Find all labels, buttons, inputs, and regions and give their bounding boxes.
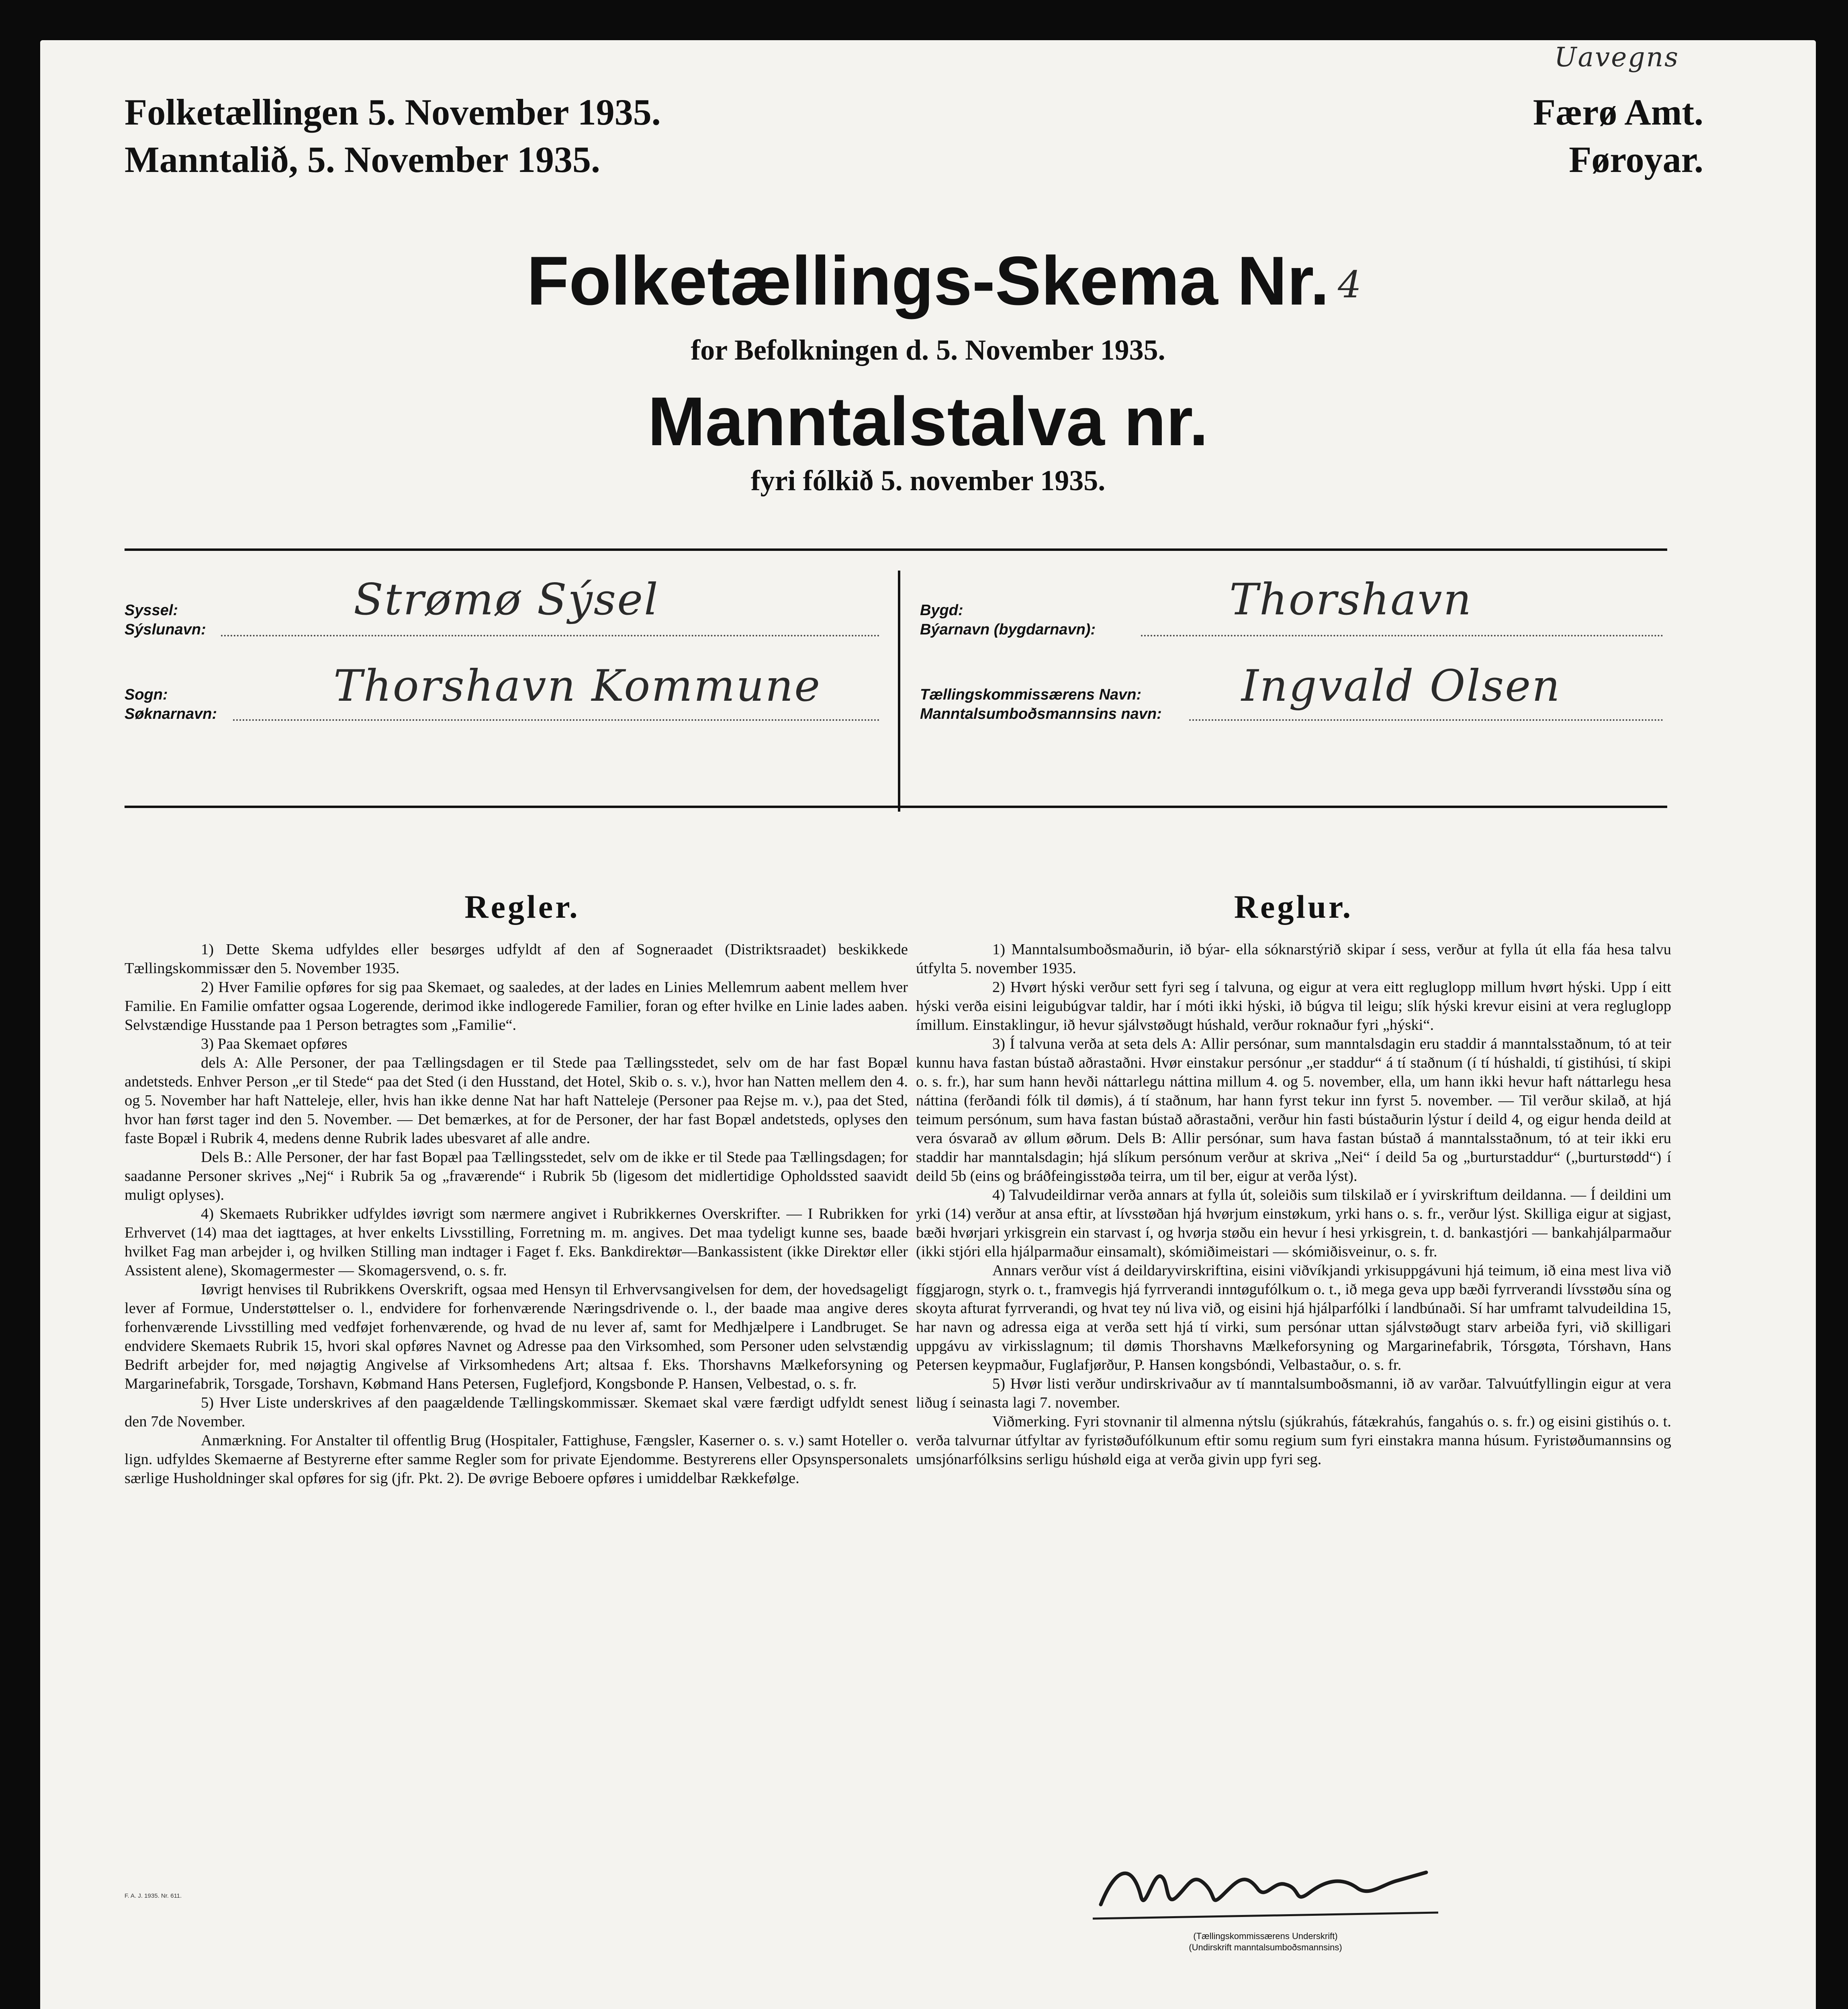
header-amt-fo: Føroyar.	[1569, 139, 1703, 180]
regler-paragraph: 5) Hver Liste underskrives af den paagældende Tællingskommissær. Skemaet skal være færdigt udfyldt senest den 7de November.	[125, 1394, 908, 1430]
kommissaer-value: Ingvald Olsen	[1241, 661, 1561, 711]
skema-number: 4	[1338, 263, 1363, 306]
bygd-label-fo: Býarnavn (bygdarnavn):	[920, 621, 1096, 638]
reglur-paragraph: 4) Talvudeildirnar verða annars at fylla út, soleiðis sum tilskilað er í yvirskriftum deildanna. — Í deildini um yrki (14) verður at ansa eftir, at lívsstøðan hjá hvørjum einstøkum, yrki hans o. s. fr., verður lýst. Skilliga eigur at sigjast, bæði hvørjari yrkisgrein ein starvast í, og hvørja støðu ein hevur í hesi yrkisgrein, t. d. bankastjóri — bankahjálparmaður (ikki stjóri ella hjálparmaður einsamalt), skómiðimeistari — skómiðisveinur, o. s. fr.	[916, 1187, 1671, 1260]
reglur-paragraph: Annars verður víst á deildaryvirskriftina, eisini viðvíkjandi yrkisuppgávuni hjá teimum, ið eina mest liva við fíggjarogn, styrk o. t., framvegis hjá fyrrverandi inntøgufólkum o. t., ið mega geva upp bæði fyrrverandi lívsstøðu sína og skoyta afturat fyrrverandi, og hvat tey nú liva við, og eisini hjá hjálparfólki í landbúnaði. Sí har umframt talvudeildina 15, har navn og adressa eiga at verða sett hjá tí virki, sum persónar uttan sjálvstøðugt starv arbeiða fyri, við skilligari uppgávu av virkisslagnum; til dømis Thorshavns Mælkeforsyning og Margarinefabrik, Tórsgøta, Tórshavn, Hans Petersen keypmaður, Fuglafjørður, P. Hansen kongsbóndi, Velbastaður, o. s. fr.	[916, 1262, 1671, 1373]
reglur-title: Reglur.	[1234, 888, 1353, 925]
reglur-paragraph: 1) Manntalsumboðsmaðurin, ið býar- ella sóknarstýrið skipar í sess, verður at fylla út ella fáa hesa talvu útfylta 5. november 1935.	[916, 941, 1671, 977]
sogn-label-fo: Søknarnavn:	[125, 706, 217, 722]
regler-body	[125, 940, 908, 1488]
top-divider	[125, 548, 1667, 551]
regler-paragraph: Anmærkning. For Anstalter til offentlig Brug (Hospitaler, Fattighuse, Fængsler, Kaserner o. s. v.) samt Hoteller o. lign. udfyldes Skemaerne af Bestyrerne efter samme Regler som for private Ejendomme. Bestyrerens eller Opsynspersonalets særlige Husholdninger skal opføres for sig (jfr. Pkt. 2). De øvrige Beboere opføres i umiddelbar Rækkefølge.	[125, 1432, 908, 1487]
form-subtitle-fo: fyri fólkið 5. november 1935.	[750, 464, 1106, 497]
bygd-label-da: Bygd:	[920, 602, 963, 619]
sogn-label	[125, 685, 217, 724]
kommissaer-dotted-line	[1189, 719, 1663, 721]
bygd-label	[920, 601, 1096, 639]
bygd-dotted-line	[1141, 635, 1663, 636]
reglur-paragraph: 2) Hvørt hýski verður sett fyri seg í talvuna, og eigur at vera eitt regluglopp millum hvørt hýski. Upp í eitt hýski verða eisini leigubúgvar taldir, har í móti ikki hýski, ið búgva til leigu; slík hýski krevur eisini at vera regluglopp ímillum. Einstaklingur, ið hevur sjálvstøðugt húshald, verður roknaður fyri „hýski“.	[916, 979, 1671, 1033]
syssel-dotted-line	[221, 635, 880, 636]
regler-paragraph: 4) Skemaets Rubrikker udfyldes iøvrigt som nærmere angivet i Rubrikkernes Overskrifter. — I Rubrikken for Erhvervet (14) maa det iagttages, at hver enkelts Livsstilling, Forretning m. m. angives. Det maa tydeligt kunne ses, baade hvilket Fag man arbejder i, og hvilken Stilling man indtager i Faget f. Eks. Bankdirektør—Bankassistent (ikke Direktør eller Assistent alene), Skomagermester — Skomagersvend, o. s. fr.	[125, 1205, 908, 1279]
reglur-paragraph: Viðmerking. Fyri stovnanir til almenna nýtslu (sjúkrahús, fátækrahús, fangahús o. s. fr.) og eisini gistihús o. t. verða talvurnar útfyltar av fyristøðufólkunum eftir somu regium sum fyri einstakra manna húsum. Fyristøðumannsins og umsjónarfólksins serligu húshøld eiga at verða givin upp fyri seg.	[916, 1413, 1671, 1468]
form-subtitle-da: for Befolkningen d. 5. November 1935.	[691, 334, 1165, 366]
regler-paragraph: 1) Dette Skema udfyldes eller besørges udfyldt af den af Sogneraadet (Distriktsraadet) beskikkede Tællingskommissær den 5. November 1935.	[125, 941, 908, 977]
census-form-sheet	[40, 40, 1816, 2009]
bygd-value: Thorshavn	[1229, 575, 1473, 625]
fields-vertical-divider	[898, 571, 900, 812]
printer-mark: F. A. J. 1935. Nr. 611.	[125, 1892, 182, 1899]
regler-paragraph: 3) Paa Skemaet opføres	[201, 1035, 348, 1052]
kommissaer-label-da: Tællingskommissærens Navn:	[920, 686, 1142, 703]
sogn-value: Thorshavn Kommune	[333, 661, 822, 711]
regler-paragraph: dels A: Alle Personer, der paa Tællingsdagen er til Stede paa Tællingsstedet, selv om de har fast Bopæl andetsteds. Enhver Person „er til Stede“ paa det Sted (i den Husstand, det Hotel, Skib o. s. v.), hvor han Natten mellem den 4. og 5. November har haft Natteleje, eller, hvis han ikke denne Nat har haft Natteleje (Personer paa Rejse m. v.), paa det Sted, hvor han først tager ind den 5. November. — Det bemærkes, at for de Personer, der har fast Bopæl andetsteds, oplyses den faste Bopæl i Rubrik 4, medens denne Rubrik lades ubesvaret af alle andre.	[125, 1054, 908, 1147]
signature-block	[1085, 1848, 1446, 1953]
regler-paragraph: Iøvrigt henvises til Rubrikkens Overskrift, ogsaa med Hensyn til Erhvervsangivelsen for dem, der hovedsageligt lever af Formue, Understøttelser o. l., endvidere for forhenværende Næringsdrivende o. l., der baade maa angive deres forhenværende Livsstilling med vedføjet forhenværende, og hvad de nu lever af, samt for Medhjælpere i Landbruget. Se endvidere Skemaets Rubrik 15, hvori skal opføres Navnet og Adresse paa den Virksomhed, som Personer uden selvstændig Bedrift arbejder for, med nøjagtig Angivelse af Virksomhedens Art; altsaa f. Eks. Thorshavns Mælkeforsyning og Margarinefabrik, Torsgade, Torshavn, Købmand Hans Petersen, Fuglefjord, Kongsbonde P. Hansen, Velbestad, o. s. fr.	[125, 1281, 908, 1392]
sogn-dotted-line	[233, 719, 880, 721]
regler-paragraph: Dels B.: Alle Personer, der har fast Bopæl paa Tællingsstedet, selv om de ikke er til Stede paa Tællingsdagen; for saadanne Personer skrives „Nej“ i Rubrik 5a og „fraværende“ i Rubrik 5b (ligesom det midlertidige Opholdssted saavidt muligt oplyses).	[125, 1149, 908, 1203]
header-title-fo: Manntalið, 5. November 1935.	[125, 139, 601, 180]
regler-title: Regler.	[464, 888, 580, 925]
header-amt-da: Færø Amt.	[1533, 92, 1703, 133]
kommissaer-label-fo: Manntalsumboðsmannsins navn:	[920, 706, 1162, 722]
signature-scribble	[1085, 1848, 1446, 1929]
syssel-label-da: Syssel:	[125, 602, 178, 619]
sogn-label-da: Sogn:	[125, 686, 168, 703]
regler-paragraph: 2) Hver Familie opføres for sig paa Skemaet, og saaledes, at der lades en Linies Mellemrum aabent mellem hver Familie. En Familie omfatter ogsaa Logerende, derimod ikke indlogerede Familier, foran og efter hvilke en Linie lades aaben. Selvstændige Husstande paa 1 Person betragtes som „Familie“.	[125, 979, 908, 1033]
signature-label-fo: (Undirskrift manntalsumboðsmannsins)	[1189, 1942, 1342, 1952]
header-title-da: Folketællingen 5. November 1935.	[125, 92, 661, 133]
syssel-label-fo: Sýslunavn:	[125, 621, 206, 638]
kommissaer-label	[920, 685, 1162, 724]
reglur-paragraph: 3) Í talvuna verða at seta dels A: Allir persónar, sum manntalsdagin eru staddir á manntalsstaðnum, tó at teir kunnu hava fastan bústað aðrastaðni. Hvør einstakur persónur „er staddur“ á tí staðnum (í tí húshaldi, tí gistihúsi, tí skipi o. s. fr.), har sum hann hevði náttarlegu náttina millum 4. og 5. november, ella, um hann ikki hevur haft náttarlegu hesa náttina (ferðandi fólk til dømis), á tí staðnum, har hann fyrst tekur inn fyrst 5. november. — Til verður skilað, at hjá teimum persónum, sum hava fastan bústað aðrastaðni, verður hin fasti bústaðurin lýstur í deild 4, og eigur henda deild at vera ósvarað av øllum øðrum. Dels B: Allir persónar, sum hava fastan bústað á manntalsstaðnum, tó at teir ikki eru staddir har manntalsdagin; hjá slíkum persónum verður at skriva „Nei“ í deild 5a og „burturstaddur“ („burturstødd“) í deild 5b (eins og bráðfeingisstøða teirra, um til ber, eigur at verða lýst).	[916, 1035, 1671, 1185]
syssel-label	[125, 601, 206, 639]
header-right	[1533, 88, 1703, 183]
reglur-paragraph: 5) Hvør listi verður undirskrivaður av tí manntalsumboðsmanni, ið av varðar. Talvuútfyllingin eigur at vera liðug í seinasta lagi 7. november.	[916, 1375, 1671, 1411]
syssel-value: Strømø Sýsel	[354, 575, 659, 625]
reglur-body	[916, 940, 1671, 1469]
header-left	[125, 88, 661, 183]
fields-bottom-divider	[125, 806, 1667, 808]
signature-label-da: (Tællingskommissærens Underskrift)	[1193, 1931, 1338, 1941]
form-title-fo: Manntalstalva nr.	[648, 383, 1208, 460]
form-title-da: Folketællings-Skema Nr.	[527, 242, 1329, 319]
handwritten-note: Uavegns	[1554, 42, 1679, 73]
